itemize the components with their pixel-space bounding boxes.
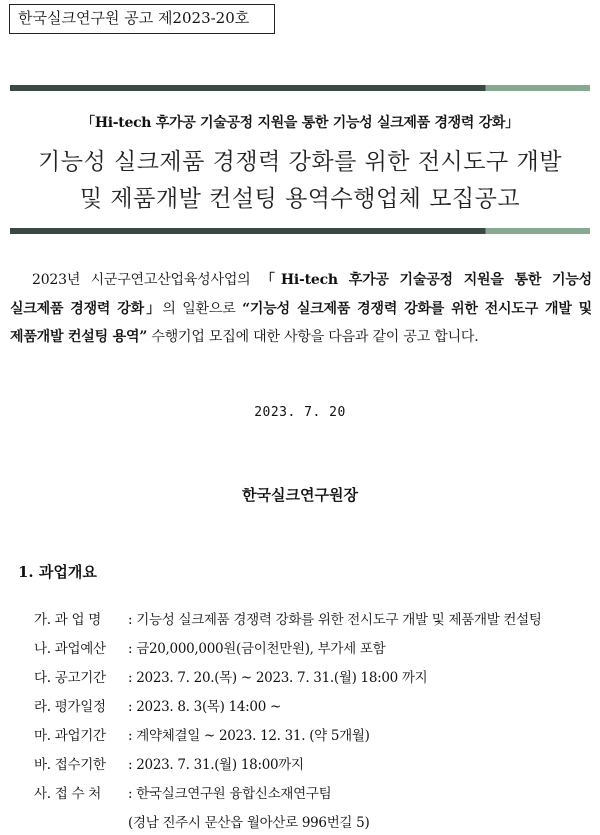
- item-label: 가. 과 업 명: [34, 611, 101, 628]
- item-value: : 기능성 실크제품 경쟁력 강화를 위한 전시도구 개발 및 제품개발 컨설팅: [128, 611, 542, 628]
- bottom-divider: [10, 228, 590, 234]
- intro-paragraph: [10, 266, 592, 352]
- announcement-date: 2023. 7. 20: [254, 405, 346, 420]
- organization-signature: 한국실크연구원장: [242, 486, 358, 504]
- item-value: : 한국실크연구원 융합신소재연구팀: [128, 785, 332, 802]
- item-label: 바. 접수기한: [34, 756, 106, 773]
- item-label: 나. 과업예산: [34, 640, 106, 657]
- item-label: 마. 과업기간: [34, 727, 106, 744]
- overview-list: [34, 603, 594, 835]
- list-item: [34, 719, 594, 748]
- intro-text-1: 2023년 시군구연고산업육성사업의: [32, 272, 261, 288]
- intro-project-name: 「Hi-tech 후가공 기술공정 지원을 통한 기능성 실크제품 경쟁력 강화」: [10, 272, 592, 317]
- top-divider: [10, 85, 590, 91]
- list-item: [34, 777, 594, 806]
- project-name: 「Hi-tech 후가공 기술공정 지원을 통한 기능성 실크제품 경쟁력 강화」: [81, 115, 519, 131]
- list-item: [34, 632, 594, 661]
- list-item: [34, 748, 594, 777]
- list-item: [34, 661, 594, 690]
- item-value: : 2023. 8. 3(목) 14:00 ~: [128, 698, 282, 715]
- list-item-continuation: [34, 806, 594, 835]
- intro-text-2: 의 일환으로: [162, 300, 243, 317]
- section-heading: 1. 과업개요: [18, 563, 97, 581]
- item-label: 다. 공고기간: [34, 669, 106, 686]
- notice-number-box: [9, 4, 275, 34]
- item-value: : 2023. 7. 31.(월) 18:00까지: [128, 756, 304, 773]
- notice-number: 한국실크연구원 공고 제2023-20호: [18, 9, 250, 27]
- title-line-2: 및 제품개발 컨설팅 용역수행업체 모집공고: [79, 186, 521, 212]
- intro-text-3: 수행기업 모집에 대한 사항을 다음과 같이 공고 합니다.: [147, 329, 479, 345]
- item-value: : 금20,000,000원(금이천만원), 부가세 포함: [128, 640, 386, 657]
- intro-service-name: “기능성 실크제품 경쟁력 강화를 위한 전시도구 개발 및 제품개발 컨설팅 용역”: [10, 300, 592, 345]
- list-item: [34, 603, 594, 632]
- item-value: : 계약체결일 ~ 2023. 12. 31. (약 5개월): [128, 727, 370, 744]
- title-line-1: 기능성 실크제품 경쟁력 강화를 위한 전시도구 개발: [38, 149, 562, 175]
- list-item: [34, 690, 594, 719]
- item-value: : 2023. 7. 20.(목) ~ 2023. 7. 31.(월) 18:00 까지: [128, 669, 428, 686]
- item-label: 사. 접 수 처: [34, 785, 101, 802]
- item-label: 라. 평가일정: [34, 698, 106, 715]
- address-text: (경남 진주시 문산읍 월아산로 996번길 5): [128, 814, 370, 831]
